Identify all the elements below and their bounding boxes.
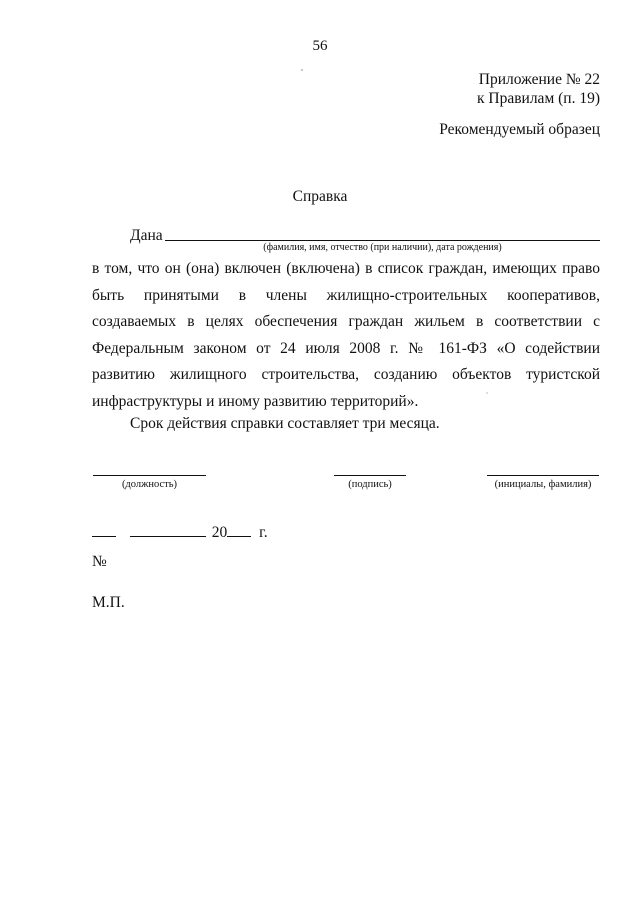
- day-blank: [92, 522, 116, 537]
- signature-line: [334, 475, 406, 476]
- sample-label: Рекомендуемый образец: [439, 121, 600, 138]
- date-line: [92, 522, 268, 542]
- page-number: 56: [312, 38, 328, 54]
- position-signature-line: [93, 475, 206, 476]
- appendix-reference: [477, 70, 600, 108]
- issued-to-field-line: [165, 240, 600, 241]
- century-label: 20: [211, 524, 228, 541]
- year-suffix: г.: [259, 524, 268, 541]
- document-title: Справка: [292, 188, 348, 205]
- position-caption: (должность): [121, 479, 178, 490]
- issued-to-caption: (фамилия, имя, отчество (при наличии), дата рождения): [263, 242, 502, 253]
- month-blank: [130, 522, 206, 537]
- name-caption: (инициалы, фамилия): [494, 479, 592, 490]
- issued-to-label: Дана: [130, 227, 163, 244]
- appendix-line-2: к Правилам (п. 19): [476, 90, 600, 107]
- signature-caption: (подпись): [348, 479, 392, 490]
- seal-label: М.П.: [92, 594, 125, 611]
- number-label: №: [92, 553, 107, 570]
- name-signature-line: [487, 475, 599, 476]
- year-blank: [227, 522, 251, 537]
- body-paragraph: в том, что он (она) включен (включена) в список граждан, имеющих право быть принятыми в члены жилищно-строительных кооперативов, создаваемых в целях обеспечения граждан жильем в соответствии с Федеральным законом от 24 июля 2008 г. № 161-ФЗ «О содействии развитию жилищного строительства, созданию объектов туристской инфраструктуры и иному развитию территорий».: [92, 260, 600, 410]
- appendix-line-1: Приложение № 22: [478, 71, 600, 88]
- validity-statement: Срок действия справки составляет три месяца.: [130, 415, 440, 432]
